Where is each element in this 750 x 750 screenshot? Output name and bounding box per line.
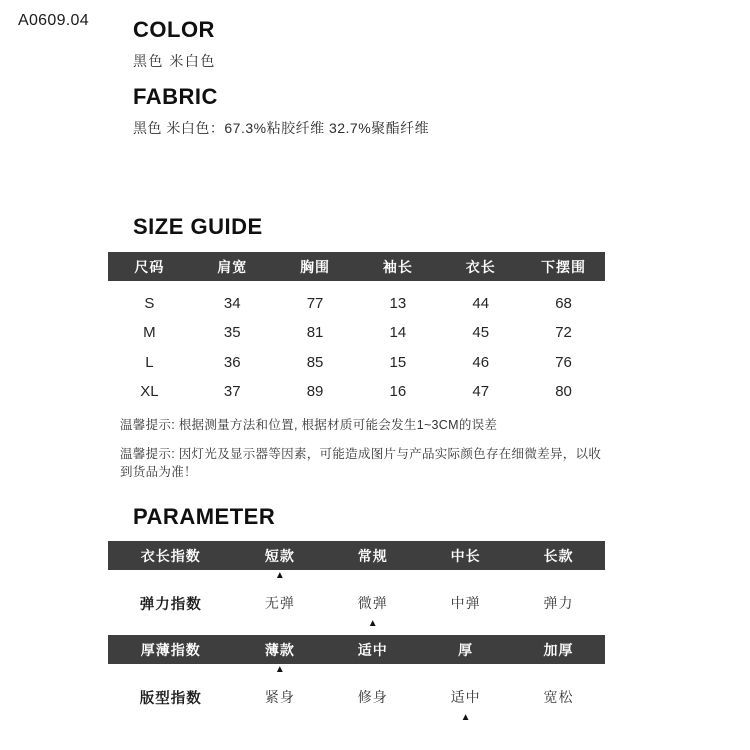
marker-spacer <box>419 570 512 582</box>
marker-spacer <box>512 618 605 630</box>
size-table-body <box>108 288 605 406</box>
parameter-column-header: 长款 <box>543 547 574 564</box>
marker-spacer <box>108 570 233 582</box>
parameter-section <box>108 504 605 724</box>
marker-spacer <box>512 664 605 676</box>
size-table-row <box>108 347 605 377</box>
size-value: 13 <box>389 294 407 312</box>
parameter-marker-row <box>108 712 605 724</box>
parameter-row-label: 弹力指数 <box>139 596 202 613</box>
parameter-tables <box>108 541 605 724</box>
parameter-value-row <box>108 588 605 618</box>
size-value: 76 <box>555 353 572 371</box>
parameter-title: PARAMETER <box>133 504 276 529</box>
parameter-table-header-row <box>108 541 605 570</box>
parameter-row-label: 版型指数 <box>139 690 202 707</box>
size-table-row <box>108 318 605 348</box>
marker-spacer <box>512 712 605 724</box>
parameter-value: 无弹 <box>264 595 295 612</box>
size-column-header: 衣长 <box>465 258 496 275</box>
parameter-column-header: 厚薄指数 <box>140 641 201 658</box>
size-value: 45 <box>472 324 490 342</box>
size-value: 15 <box>389 353 407 371</box>
parameter-value: 宽松 <box>543 689 574 706</box>
size-value: 81 <box>306 324 324 342</box>
selected-marker-icon: ▲ <box>274 570 285 582</box>
marker-spacer <box>233 618 326 630</box>
fabric-composition: 黑色 米白色：67.3%粘胶纤维 32.7%聚酯纤维 <box>133 120 430 137</box>
size-label: M <box>143 324 156 342</box>
parameter-value: 微弹 <box>357 595 388 612</box>
parameter-table <box>108 635 605 724</box>
size-value: 47 <box>472 383 490 401</box>
marker-spacer <box>108 664 233 676</box>
size-label: S <box>144 294 155 312</box>
size-note-2: 温馨提示: 因灯光及显示器等因素，可能造成图片与产品实际颜色存在细微差异，以收到货品为准！ <box>120 447 602 480</box>
size-table-row <box>108 288 605 318</box>
size-value: 16 <box>389 383 407 401</box>
marker-spacer <box>326 664 419 676</box>
parameter-column-header: 短款 <box>264 547 295 564</box>
size-value: 37 <box>223 383 241 401</box>
color-values: 黑色 米白色 <box>133 53 216 70</box>
parameter-marker-row <box>108 570 605 582</box>
size-value: 14 <box>389 324 407 342</box>
size-value: 85 <box>306 353 324 371</box>
size-column-header: 肩宽 <box>217 258 248 275</box>
parameter-marker-row <box>108 618 605 630</box>
size-label: L <box>145 353 154 371</box>
parameter-marker-row <box>108 664 605 676</box>
selected-marker-icon: ▲ <box>460 712 471 724</box>
marker-spacer <box>326 712 419 724</box>
parameter-value: 修身 <box>357 689 388 706</box>
size-label: XL <box>140 383 159 401</box>
selected-marker-icon: ▲ <box>274 664 285 676</box>
parameter-column-header: 衣长指数 <box>140 547 201 564</box>
size-value: 46 <box>472 353 490 371</box>
product-code: A0609.04 <box>18 12 89 29</box>
color-section <box>133 17 216 71</box>
size-guide-title: SIZE GUIDE <box>133 214 263 239</box>
size-table-header-row <box>108 252 605 281</box>
parameter-column-header: 加厚 <box>543 641 574 658</box>
size-value: 80 <box>555 383 572 401</box>
size-value: 36 <box>223 353 241 371</box>
parameter-value: 弹力 <box>543 595 574 612</box>
parameter-value: 中弹 <box>450 595 481 612</box>
parameter-column-header: 适中 <box>357 641 388 658</box>
size-column-header: 下摆围 <box>541 258 587 275</box>
fabric-section-title: FABRIC <box>133 84 218 109</box>
parameter-value-row <box>108 682 605 712</box>
size-note-1: 温馨提示: 根据测量方法和位置, 根据材质可能会发生1~3CM的误差 <box>120 418 498 433</box>
size-value: 68 <box>555 294 572 312</box>
marker-spacer <box>419 618 512 630</box>
color-section-title: COLOR <box>133 17 215 42</box>
size-column-header: 胸围 <box>300 258 331 275</box>
size-value: 44 <box>472 294 490 312</box>
parameter-table <box>108 541 605 630</box>
parameter-value: 紧身 <box>264 689 295 706</box>
size-value: 89 <box>306 383 324 401</box>
parameter-value: 适中 <box>450 689 481 706</box>
marker-spacer <box>233 712 326 724</box>
size-column-header: 尺码 <box>134 258 165 275</box>
size-value: 77 <box>306 294 324 312</box>
size-table-row <box>108 377 605 407</box>
marker-spacer <box>419 664 512 676</box>
size-column-header: 袖长 <box>382 258 413 275</box>
marker-spacer <box>108 712 233 724</box>
marker-spacer <box>108 618 233 630</box>
marker-spacer <box>512 570 605 582</box>
selected-marker-icon: ▲ <box>367 618 378 630</box>
parameter-table-header-row <box>108 635 605 664</box>
size-value: 34 <box>223 294 241 312</box>
parameter-column-header: 常规 <box>357 547 388 564</box>
size-value: 72 <box>555 324 572 342</box>
fabric-section <box>133 84 713 138</box>
parameter-column-header: 厚 <box>458 641 474 658</box>
parameter-column-header: 中长 <box>450 547 481 564</box>
size-guide-table <box>108 252 605 406</box>
parameter-column-header: 薄款 <box>264 641 295 658</box>
marker-spacer <box>326 570 419 582</box>
size-value: 35 <box>223 324 241 342</box>
size-guide-section <box>108 214 605 480</box>
